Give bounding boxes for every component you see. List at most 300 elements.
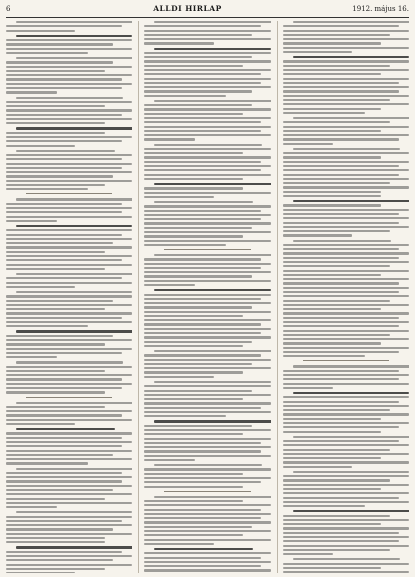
text-line (144, 394, 270, 396)
text-line (283, 95, 409, 97)
text-line (283, 527, 409, 529)
text-line (6, 366, 132, 368)
text-line (144, 345, 243, 347)
text-line (6, 78, 122, 80)
text-line (144, 513, 270, 515)
text-line (283, 536, 409, 538)
text-line (6, 533, 132, 535)
text-line (6, 101, 132, 103)
text-line (144, 38, 270, 40)
article-paragraph (144, 464, 270, 488)
text-line (154, 464, 261, 466)
text-line (154, 201, 253, 203)
text-line (6, 216, 132, 218)
text-line (283, 383, 409, 385)
text-line (283, 355, 365, 357)
text-line (144, 319, 270, 321)
text-line (6, 537, 105, 539)
text-line (6, 304, 132, 306)
text-line (6, 74, 132, 76)
text-line (6, 242, 113, 244)
text-line (6, 264, 132, 266)
text-line (6, 207, 132, 209)
text-line (144, 415, 226, 417)
article-paragraph (283, 558, 409, 573)
text-line (283, 515, 390, 517)
text-line (144, 521, 270, 523)
text-line (144, 34, 251, 36)
text-line (283, 325, 399, 327)
text-line (6, 419, 132, 421)
article-paragraph (6, 361, 132, 393)
text-line (293, 148, 400, 150)
text-line (283, 308, 382, 310)
text-line (16, 198, 132, 200)
text-line (293, 365, 409, 367)
text-line (144, 477, 270, 479)
article-paragraph (144, 350, 270, 378)
text-line (283, 138, 399, 140)
text-line (283, 51, 352, 53)
text-line (283, 449, 390, 451)
text-line (283, 351, 399, 353)
text-line (283, 475, 409, 477)
text-line (144, 240, 270, 242)
column-left (6, 21, 132, 573)
text-line (144, 161, 260, 163)
text-line (144, 459, 195, 461)
article-paragraph (144, 21, 270, 45)
text-line (6, 268, 105, 270)
text-line (293, 510, 409, 512)
text-line (144, 178, 243, 180)
section-divider (26, 193, 112, 194)
text-line (283, 270, 409, 272)
text-line (144, 52, 270, 54)
text-line (6, 498, 105, 500)
text-line (154, 420, 270, 422)
text-line (283, 523, 382, 525)
article-paragraph (6, 330, 132, 358)
text-line (283, 457, 382, 459)
text-line (283, 492, 409, 494)
text-line (6, 255, 132, 257)
text-line (144, 526, 251, 528)
text-line (16, 150, 115, 152)
text-line (6, 339, 132, 341)
text-line (6, 387, 122, 389)
text-line (144, 398, 243, 400)
text-line (144, 543, 213, 545)
text-line (154, 144, 261, 146)
text-line (144, 359, 270, 361)
text-line (6, 277, 122, 279)
text-line (144, 561, 270, 563)
text-line (6, 321, 132, 323)
text-line (144, 468, 270, 470)
text-line (6, 30, 75, 32)
text-line (283, 261, 409, 263)
text-line (283, 479, 390, 481)
text-line (6, 551, 122, 553)
text-line (144, 565, 260, 567)
text-line (144, 231, 270, 233)
text-line (144, 275, 251, 277)
text-line (283, 222, 399, 224)
text-line (6, 91, 57, 93)
text-line (283, 248, 399, 250)
text-line (6, 391, 105, 393)
text-line (6, 52, 88, 54)
text-line (283, 553, 334, 555)
text-line (6, 118, 132, 120)
text-line (144, 446, 270, 448)
text-line (283, 174, 399, 176)
text-line (283, 338, 409, 340)
text-line (144, 73, 260, 75)
text-line (6, 39, 132, 41)
text-line (144, 60, 270, 62)
article-paragraph (283, 471, 409, 507)
text-line (283, 413, 409, 415)
text-line (283, 453, 409, 455)
text-line (6, 259, 122, 261)
text-line (283, 257, 399, 259)
text-line (283, 47, 409, 49)
article-paragraph (6, 150, 132, 191)
text-line (144, 108, 270, 110)
text-line (6, 122, 105, 124)
text-line (144, 263, 270, 265)
text-line (6, 432, 132, 434)
text-line (154, 289, 270, 291)
article-paragraph (283, 392, 409, 433)
article-paragraph (144, 381, 270, 417)
text-line (6, 188, 88, 190)
text-line (6, 61, 113, 63)
article-paragraph (6, 225, 132, 270)
text-line (144, 341, 251, 343)
text-line (6, 140, 122, 142)
text-line (154, 21, 270, 23)
text-line (144, 30, 270, 32)
text-line (283, 252, 409, 254)
text-line (6, 555, 132, 557)
text-line (144, 134, 270, 136)
text-line (293, 117, 409, 119)
text-line (6, 238, 132, 240)
text-line (6, 559, 113, 561)
text-line (144, 315, 243, 317)
text-line (6, 87, 122, 89)
text-line (283, 143, 334, 145)
text-line (283, 265, 390, 267)
text-line (283, 186, 409, 188)
text-line (16, 511, 132, 513)
text-line (283, 317, 399, 319)
text-line (283, 130, 382, 132)
article-paragraph (283, 117, 409, 145)
text-line (144, 156, 270, 158)
text-line (154, 381, 270, 383)
text-line (283, 300, 390, 302)
text-line (144, 95, 226, 97)
text-line (6, 480, 122, 482)
text-line (283, 152, 409, 154)
article-paragraph (144, 100, 270, 141)
text-line (144, 473, 243, 475)
text-line (283, 86, 409, 88)
text-line (16, 97, 123, 99)
text-line (144, 336, 270, 338)
text-line (283, 444, 409, 446)
text-line (144, 280, 270, 282)
text-line (283, 90, 399, 92)
text-line (16, 361, 123, 363)
text-line (144, 306, 251, 308)
text-line (144, 442, 260, 444)
text-line (283, 161, 409, 163)
text-line (144, 69, 270, 71)
text-line (283, 244, 409, 246)
article-paragraph (6, 273, 132, 288)
article-paragraph (144, 548, 270, 573)
text-line (6, 109, 132, 111)
text-line (144, 192, 270, 194)
text-line (6, 441, 132, 443)
text-line (6, 295, 132, 297)
column-middle (138, 21, 270, 573)
text-line (144, 363, 251, 365)
text-line (6, 541, 105, 543)
text-line (144, 367, 270, 369)
article-paragraph (283, 148, 409, 197)
text-line (6, 234, 122, 236)
text-line (144, 196, 213, 198)
text-line (144, 222, 270, 224)
text-line (6, 220, 57, 222)
text-line (283, 78, 409, 80)
text-line (16, 225, 132, 227)
text-line (283, 409, 390, 411)
text-line (6, 462, 88, 464)
text-line (6, 246, 132, 248)
text-line (144, 227, 251, 229)
text-line (6, 282, 132, 284)
text-line (283, 347, 409, 349)
text-line (283, 65, 390, 67)
text-line (6, 203, 122, 205)
text-line (283, 545, 409, 547)
text-line (6, 136, 132, 138)
text-line (144, 218, 260, 220)
text-line (144, 65, 243, 67)
section-divider (303, 360, 389, 361)
text-line (16, 468, 132, 470)
text-line (283, 532, 399, 534)
text-line (283, 334, 390, 336)
text-line (293, 200, 409, 202)
text-line (154, 496, 270, 498)
text-line (283, 497, 399, 499)
text-line (6, 568, 105, 570)
text-line (283, 405, 409, 407)
text-line (283, 330, 409, 332)
text-line (283, 25, 399, 27)
text-line (283, 540, 399, 542)
text-line (144, 25, 260, 27)
text-line (283, 295, 409, 297)
text-line (144, 390, 251, 392)
article-paragraph (144, 496, 270, 545)
text-line (6, 105, 105, 107)
text-line (16, 57, 132, 59)
text-line (293, 558, 400, 560)
text-line (144, 104, 251, 106)
text-line (154, 100, 270, 102)
text-line (144, 323, 260, 325)
article-paragraph (283, 510, 409, 555)
text-line (16, 273, 132, 275)
text-line (144, 539, 270, 541)
text-line (144, 438, 270, 440)
article-paragraph (144, 254, 270, 286)
text-line (144, 86, 270, 88)
text-line (144, 557, 260, 559)
text-line (154, 48, 270, 50)
text-line (283, 321, 409, 323)
text-line (144, 267, 260, 269)
text-line (144, 504, 270, 506)
article-paragraph (144, 144, 270, 180)
text-line (144, 82, 260, 84)
issue-date: 1912. május 16. (352, 5, 409, 13)
text-line (6, 516, 132, 518)
text-line (283, 230, 390, 232)
text-line (6, 564, 132, 566)
text-line (283, 99, 390, 101)
text-line (6, 489, 113, 491)
text-line (144, 210, 260, 212)
text-line (6, 43, 113, 45)
text-line (283, 466, 352, 468)
article-paragraph (6, 21, 132, 32)
text-line (283, 312, 409, 314)
text-line (6, 450, 132, 452)
text-line (6, 472, 122, 474)
text-line (283, 342, 382, 344)
text-line (144, 509, 260, 511)
text-line (6, 383, 132, 385)
text-line (6, 458, 132, 460)
text-line (16, 428, 115, 430)
text-line (144, 425, 251, 427)
text-line (283, 488, 382, 490)
text-line (283, 571, 409, 573)
text-line (144, 407, 260, 409)
text-line (144, 284, 195, 286)
text-line (144, 500, 243, 502)
text-line (6, 370, 105, 372)
article-columns (6, 21, 409, 573)
text-line (283, 431, 382, 433)
text-line (283, 370, 399, 372)
text-line (283, 426, 399, 428)
text-line (144, 534, 243, 536)
text-line (154, 183, 270, 185)
text-line (144, 174, 270, 176)
text-line (16, 21, 132, 23)
text-line (6, 406, 105, 408)
text-line (6, 308, 105, 310)
text-line (6, 352, 122, 354)
article-paragraph (6, 127, 132, 146)
text-line (283, 42, 382, 44)
text-line (283, 396, 409, 398)
text-line (144, 152, 243, 154)
text-line (144, 294, 270, 296)
text-line (6, 25, 122, 27)
text-line (283, 165, 399, 167)
article-paragraph (6, 546, 132, 573)
article-paragraph (6, 57, 132, 93)
article-paragraph (144, 201, 270, 246)
text-line (144, 328, 270, 330)
text-line (6, 356, 57, 358)
text-line (283, 461, 409, 463)
text-line (6, 83, 132, 85)
text-line (144, 455, 270, 457)
text-line (6, 317, 122, 319)
text-line (283, 195, 382, 197)
text-line (6, 167, 122, 169)
text-line (283, 287, 409, 289)
text-line (16, 291, 132, 293)
text-line (6, 502, 132, 504)
text-line (144, 138, 195, 140)
text-line (6, 229, 132, 231)
text-line (144, 311, 270, 313)
text-line (6, 163, 132, 165)
page-number: 6 (6, 5, 11, 13)
text-line (6, 437, 122, 439)
text-line (6, 300, 113, 302)
text-line (6, 572, 75, 573)
text-line (283, 182, 390, 184)
text-line (283, 82, 399, 84)
text-line (283, 30, 409, 32)
text-line (6, 493, 132, 495)
article-paragraph (6, 402, 132, 426)
text-line (144, 530, 270, 532)
text-line (6, 114, 122, 116)
article-paragraph (283, 365, 409, 389)
text-line (144, 126, 270, 128)
text-line (144, 569, 270, 571)
text-line (144, 258, 260, 260)
text-line (144, 187, 243, 189)
text-line (283, 291, 399, 293)
text-line (283, 563, 409, 565)
text-line (283, 304, 409, 306)
text-line (6, 158, 122, 160)
text-line (283, 422, 409, 424)
newspaper-title: ALLDI HIRLAP (153, 4, 222, 13)
text-line (283, 112, 365, 114)
text-line (283, 108, 382, 110)
text-line (283, 401, 399, 403)
column-right (277, 21, 409, 573)
